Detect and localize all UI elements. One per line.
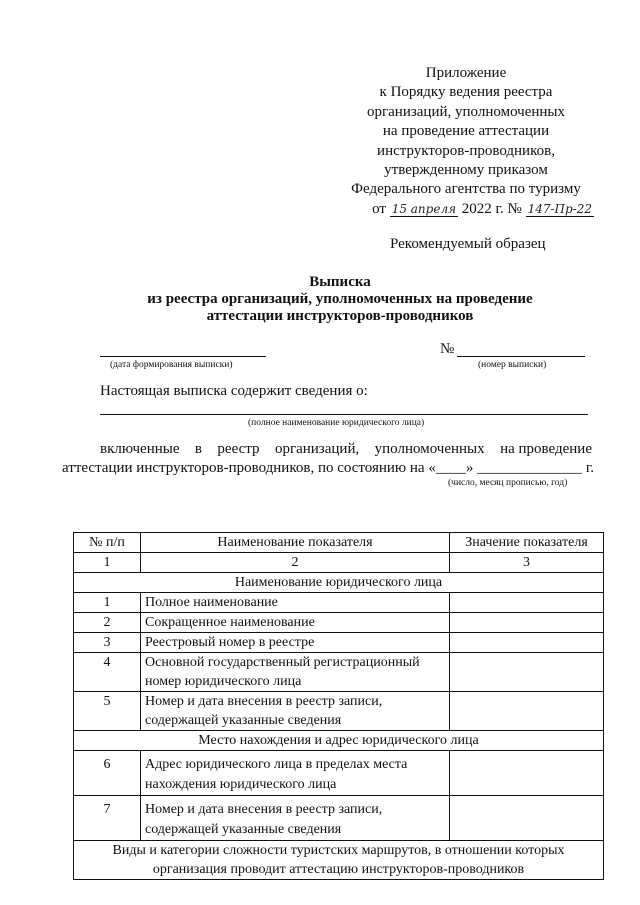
doc-subtitle-line2: аттестации инструкторов-проводников (206, 308, 474, 324)
table-row (74, 692, 604, 731)
legal-name-blank-line (100, 414, 588, 415)
colnum-cell: 2 (141, 553, 450, 573)
table-row (74, 796, 604, 841)
section-heading: Место нахождения и адрес юридического лица (74, 731, 604, 751)
number-label: № (440, 341, 455, 357)
doc-subtitle-line1: из реестра организаций, уполномоченных на проведение (147, 291, 533, 307)
included-line2: аттестации инструкторов-проводников, по состоянию на «____» ______________ г. (62, 460, 595, 476)
appendix-block (330, 64, 602, 219)
row-name: Полное наименование (141, 593, 450, 613)
order-date-handwritten: 15 апреля (391, 201, 457, 216)
appendix-line: организаций, уполномоченных (366, 103, 566, 120)
row-value (450, 613, 604, 633)
order-number-label: № (507, 200, 522, 217)
order-year: 2022 г. (461, 200, 504, 217)
section-heading: Виды и категории сложности туристских маршрутов, в отношении которых организация проводит аттестацию инструкторов-проводников (74, 841, 604, 880)
appendix-line: к Порядку ведения реестра (379, 84, 553, 101)
number-caption: (номер выписки) (478, 360, 547, 370)
header-cell: Значение показателя (450, 533, 604, 553)
register-table (73, 532, 604, 880)
table-section-row (74, 573, 604, 593)
header-cell: Наименование показателя (141, 533, 450, 553)
order-number-handwritten: 147-Пр-22 (527, 201, 592, 216)
included-word: организаций, (274, 441, 360, 457)
included-word: уполномоченных (374, 441, 485, 457)
row-name: Сокращенное наименование (141, 613, 450, 633)
header-cell: № п/п (74, 533, 141, 553)
row-name: Адрес юридического лица в пределах места нахождения юридического лица (141, 751, 450, 796)
colnum-cell: 3 (450, 553, 604, 573)
colnum-cell: 1 (74, 553, 141, 573)
appendix-line: на проведение аттестации (382, 123, 550, 140)
date-blank-line (100, 356, 266, 357)
table-header-row (74, 533, 604, 553)
table-row (74, 593, 604, 613)
table-section-row (74, 841, 604, 880)
doc-title: Выписка (309, 274, 371, 290)
date-words-caption: (число, месяц прописью, год) (448, 478, 568, 488)
row-number: 2 (74, 613, 141, 633)
included-line1 (100, 441, 592, 458)
included-word: на проведение (500, 441, 592, 457)
row-value (450, 692, 604, 731)
date-caption: (дата формирования выписки) (110, 360, 233, 370)
table-row (74, 633, 604, 653)
appendix-line: Федерального агентства по туризму (351, 181, 581, 198)
table-row (74, 751, 604, 796)
row-number: 6 (74, 751, 141, 796)
row-name: Номер и дата внесения в реестр записи, содержащей указанные сведения (141, 796, 450, 841)
included-word: в (194, 441, 202, 457)
sample-label: Рекомендуемый образец (390, 236, 546, 252)
row-name: Реестровый номер в реестре (141, 633, 450, 653)
appendix-line: утвержденному приказом (384, 162, 548, 179)
order-reference (330, 200, 602, 219)
row-number: 4 (74, 653, 141, 692)
row-value (450, 796, 604, 841)
table-colnum-row (74, 553, 604, 573)
number-blank-line (457, 356, 585, 357)
table-section-row (74, 731, 604, 751)
row-value (450, 633, 604, 653)
contains-text: Настоящая выписка содержит сведения о: (100, 383, 368, 399)
appendix-line: Приложение (425, 65, 507, 81)
order-prefix: от (372, 200, 386, 217)
table-row (74, 653, 604, 692)
legal-name-caption: (полное наименование юридического лица) (248, 418, 425, 428)
row-number: 7 (74, 796, 141, 841)
table-row (74, 613, 604, 633)
row-value (450, 751, 604, 796)
included-word: включенные (100, 441, 180, 457)
row-number: 3 (74, 633, 141, 653)
row-name: Номер и дата внесения в реестр записи, содержащей указанные сведения (141, 692, 450, 731)
section-heading: Наименование юридического лица (74, 573, 604, 593)
row-name: Основной государственный регистрационный номер юридического лица (141, 653, 450, 692)
row-value (450, 653, 604, 692)
included-word: реестр (217, 441, 260, 457)
appendix-line: инструкторов-проводников, (377, 142, 555, 159)
row-number: 5 (74, 692, 141, 731)
row-value (450, 593, 604, 613)
row-number: 1 (74, 593, 141, 613)
